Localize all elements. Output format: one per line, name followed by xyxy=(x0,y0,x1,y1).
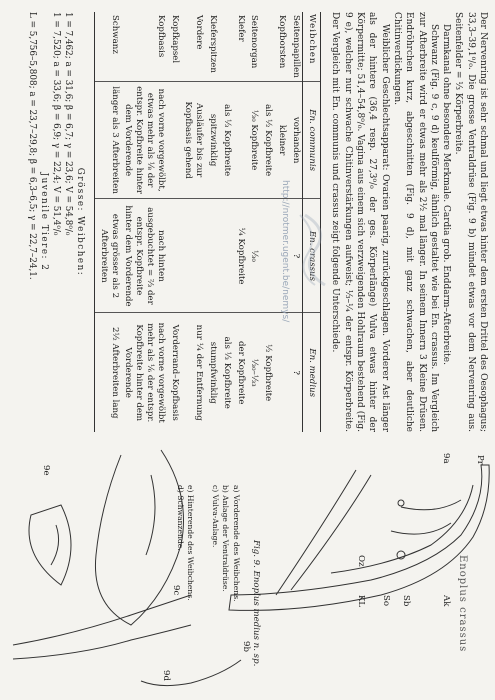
table-row-label xyxy=(220,12,234,81)
table-cell: ? xyxy=(289,199,303,313)
table-cell xyxy=(261,199,275,313)
vulva xyxy=(29,505,71,585)
figure-column xyxy=(6,445,491,695)
table-cell: stumpfwinklig xyxy=(206,313,220,432)
table-cell xyxy=(206,199,220,313)
text-column xyxy=(4,12,489,432)
legend-item: a) Vorderende des Weibchens. xyxy=(232,485,241,602)
label-pr: Pr xyxy=(475,455,485,465)
side-running-label: Enoplus crassus xyxy=(457,555,468,653)
figure-illustration xyxy=(6,445,491,695)
measurement-line: 1 = 7,462; a = 31,6; β = 6,7; γ = 23,6; V = 54,8⁰/₀ xyxy=(63,12,74,236)
table-row-label: Vordere xyxy=(194,15,205,50)
table-row xyxy=(181,12,206,432)
table-cell: ¼ Kopfbreite xyxy=(233,199,247,313)
head-capsule xyxy=(331,485,473,573)
paragraph-nerve-ring: Der Nervenring ist sehr schmal und liegt etwas hinter dem ersten Drittel des Oesophagus; 33,3–39,1⁰/₀. Die grosse Ventraldrüse (Fig. 9 b) mündet etwas vor dem Nervenring aus. Seitenfelder = ⅓ Körperbreite. xyxy=(453,12,488,432)
figure-legend xyxy=(175,485,242,602)
label-oz: Oz xyxy=(356,555,366,567)
table-cell: ⅓₀ xyxy=(247,199,261,313)
table-cell: als ⅓ Kopfbreite xyxy=(220,81,234,199)
label-kl: KL xyxy=(356,595,366,608)
table-cell: nach vorne vorgewölbt mehr als ⅙ der entspr. Kopfbreite hinter dem Vorderende xyxy=(121,313,167,432)
tail-end xyxy=(141,660,241,686)
ventral-gland-inner xyxy=(146,475,155,555)
table-row xyxy=(247,12,261,432)
label-9c: 9c xyxy=(171,585,181,596)
table-cell: vorhanden xyxy=(289,81,303,199)
label-9e: 9e xyxy=(41,465,51,476)
esophagus-line xyxy=(276,470,356,595)
table-row-label: Schwanz xyxy=(95,12,122,81)
table-cell: ⅓₀ Kopfbreite xyxy=(247,81,261,199)
head-outline xyxy=(229,465,489,610)
table-row xyxy=(206,12,220,432)
table-cell: nur ¼ der Entfernung xyxy=(181,313,206,432)
tail-outline xyxy=(13,595,191,645)
table-cell: ½ Kopfbreite xyxy=(261,313,275,432)
table-cell: Ausläufer bis zur Kopfbasis gehend xyxy=(181,81,206,199)
table-row-label: Kopfkapsel xyxy=(169,15,180,64)
ventral-gland xyxy=(95,450,183,625)
table-row-label: Kopfborsten xyxy=(277,15,288,69)
measurement-subtitle: Juvenile Tiere: 2 xyxy=(39,172,50,272)
paragraph-tail: Schwanz (Fig. 9 c, 9 d) keulförmig, ähnlich gestaltet wie bei En. crassus. Im Vergleich zur Afterbreite wird er etwas mehr als 2½ mal länger. In seinem Innern 3 Kleine Drüsen. Endröhrchen kurz, abgeschnitten (Fig. 9 d), mit ganz schwachen, aber deutliche Chitinverdickungen. xyxy=(391,12,439,432)
table-cell xyxy=(275,313,289,432)
table-cell: Vorderrand–Kopfbasis xyxy=(167,313,181,432)
table-row-label: Kiefer xyxy=(235,15,246,42)
table-cell: etwas grösser als 2 Afterbreiten xyxy=(95,199,122,313)
table-row xyxy=(95,12,122,432)
table-cell xyxy=(167,199,181,313)
table-row-label: Kieferspitzen xyxy=(208,15,219,73)
table-header-cell: Weibchen xyxy=(303,12,321,81)
label-so: So xyxy=(381,595,391,607)
table-header-cell: En. communis xyxy=(303,81,321,199)
figure-caption: Fig. 9. Enoplus medius n. sp. xyxy=(251,540,261,667)
table-cell: kleiner xyxy=(275,81,289,199)
table-row xyxy=(121,12,167,432)
table-row-label xyxy=(261,12,275,81)
vulva-inner xyxy=(51,525,59,565)
table-cell: länger als 3 Afterbreiten xyxy=(95,81,122,199)
table-cell: ⅓₀–⅓₃ xyxy=(247,313,261,432)
table-cell xyxy=(233,81,247,199)
table-row xyxy=(233,12,247,432)
legend-item: c) Vulva-Anlage. xyxy=(211,485,220,548)
table-cell: spitzwinklig xyxy=(206,81,220,199)
table-cell: ? xyxy=(289,313,303,432)
watermark-logo xyxy=(295,210,335,290)
watermark-url: http://nrotmer.ugent.be/nemys/ xyxy=(280,180,290,323)
table-cell: als ⅓ Kopfbreite xyxy=(220,313,234,432)
table-cell: der Kopfbreite xyxy=(233,313,247,432)
table-cell xyxy=(167,81,181,199)
measurement-line: L = 5,756–5,808; a = 23,7–29,8; β = 6,3–6,5; γ = 22,7–24,1. xyxy=(27,12,38,280)
table-row-label: Kopfbasis xyxy=(155,15,166,58)
jaw-right xyxy=(391,523,451,534)
table-row xyxy=(220,12,234,432)
table-row-label: Seitenpapillen xyxy=(290,15,301,78)
paragraph-gut: Darmkanal ohne besondere Merkmale. Cardia grob. Enddarm–Afterbreite. xyxy=(441,24,452,365)
measurement-line: 1 = 7,520; a = 33,6; β = 6,9; γ = 22,4; V = 51,4⁰/₀ xyxy=(51,12,62,236)
jaw-left xyxy=(401,500,461,510)
label-9b: 9b xyxy=(241,641,251,652)
legend-item: d) Schwanzende. xyxy=(176,485,185,551)
table-cell: nach vorne vorgewölbt, etwas mehr als ⅛ der entspr. Kopfbreite hinter dem Vorderende xyxy=(121,81,167,199)
paragraph-female-genitalia: Weiblicher Geschlechtsapparat: Ovarien paarig, zurückgeschlagen. Vorderer Ast länger als der hintere (36,4 resp. 27,3⁰/₀ der ges. Körperlänge) Vulva etwas hinter der Körpermitte; 51,4–54,8⁰/₀. Vagina aus einem sich verzweigenden Hohlraum bestehend (Fig. 9 e), welcher nur schwache Chitinverstärkungen aufweist; ⅓–⅟₄ der entspr. Körperbreite. Der Vergleich mit En. communis und crassus zeigt folgende Unterschiede. xyxy=(330,12,390,432)
tail-outline xyxy=(13,625,191,659)
label-sb: Sb xyxy=(401,595,411,607)
table-header-cell: En. crassus xyxy=(303,199,321,313)
table-body xyxy=(95,12,303,432)
table-cell: als ½ Kopfbreite xyxy=(261,81,275,199)
label-ak: Ak xyxy=(441,595,451,607)
measurements-title: Grösse: Weibchen: xyxy=(75,167,86,277)
amphid xyxy=(398,500,404,506)
label-9a: 9a xyxy=(441,453,451,464)
table-cell xyxy=(181,199,206,313)
legend-item: e) Hinterende des Weibchens. xyxy=(186,485,196,601)
table-row-label: Seitenorgan xyxy=(249,15,260,69)
label-9d: 9d xyxy=(161,670,171,681)
table-cell: 2½ Afterbreiten lang xyxy=(95,313,122,432)
legend-item: b) Anlage der Ventraldrüse. xyxy=(221,485,231,592)
table-row xyxy=(167,12,181,432)
measurements-block xyxy=(26,12,86,432)
table-cell: nach hinten ausgebuchtet = ⅔ der entspr. Kopfbreite hinter dem Vorderende xyxy=(121,199,167,313)
table-row xyxy=(261,12,275,432)
table-header-cell: En. medius xyxy=(303,313,321,432)
table-cell xyxy=(220,199,234,313)
